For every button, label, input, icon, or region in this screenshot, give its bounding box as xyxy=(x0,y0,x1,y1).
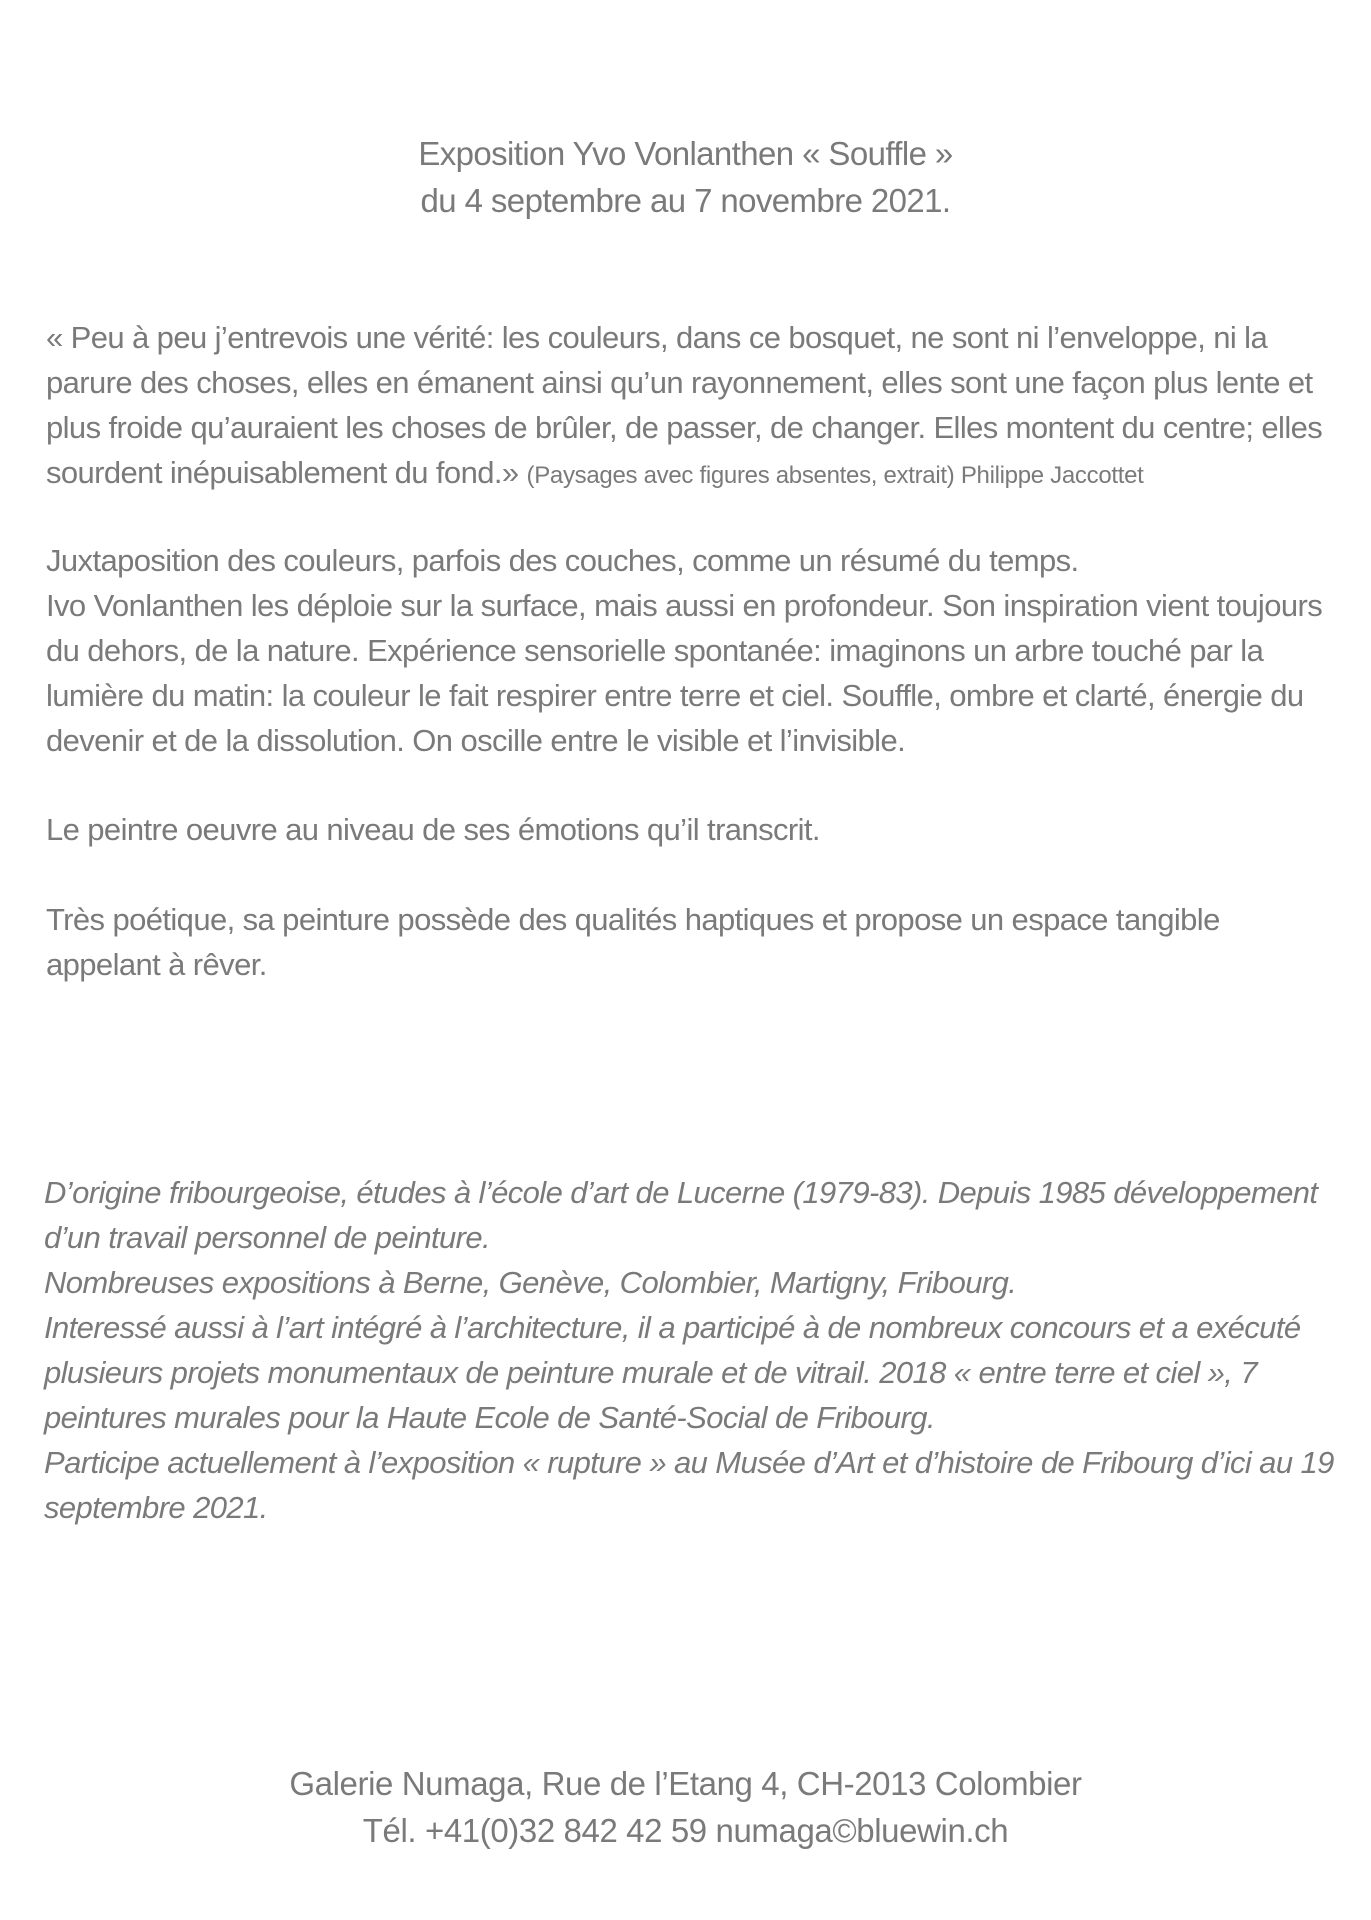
bio-current: Participe actuellement à l’exposition « rupture » au Musée d’Art et d’histoire de Fribourg d’ici au 19 septembre 2021. xyxy=(44,1445,1334,1525)
poetic-paragraph xyxy=(46,897,1336,987)
artist-biography xyxy=(44,1170,1344,1530)
emotions-text: Le peintre oeuvre au niveau de ses émotions qu’il transcrit. xyxy=(46,812,820,847)
gallery-address: Galerie Numaga, Rue de l’Etang 4, CH-2013 Colombier xyxy=(289,1765,1082,1802)
exhibition-header xyxy=(0,130,1371,224)
quote-source: (Paysages avec figures absentes, extrait) Philippe Jaccottet xyxy=(526,462,1144,489)
exhibition-dates: du 4 septembre au 7 novembre 2021. xyxy=(420,182,951,219)
bio-origin: D’origine fribourgeoise, études à l’école d’art de Lucerne (1979-83). Depuis 1985 développement d’un travail personnel de peinture. xyxy=(44,1175,1318,1255)
bio-exhibitions: Nombreuses expositions à Berne, Genève, Colombier, Martigny, Fribourg. xyxy=(44,1265,1017,1300)
quote-text: « Peu à peu j’entrevois une vérité: les couleurs, dans ce bosquet, ne sont ni l’enveloppe, ni la parure des choses, elles en émanent ainsi qu’un rayonnement, elles sont une façon plus lente et plus froide qu’auraient les choses de brûler, de passer, de changer. Elles montent du centre; elles sourdent inépuisablement du fond.» xyxy=(46,320,1323,490)
emotions-paragraph xyxy=(46,807,1336,852)
poetic-text: Très poétique, sa peinture possède des qualités haptiques et propose un espace tangible appelant à rêver. xyxy=(46,902,1220,982)
jaccottet-quote xyxy=(46,315,1336,498)
description-line-2: Ivo Vonlanthen les déploie sur la surface, mais aussi en profondeur. Son inspiration vient toujours du dehors, de la nature. Expérience sensorielle spontanée: imaginons un arbre touché par la lumière du matin: la couleur le fait respirer entre terre et ciel. Souffle, ombre et clarté, énergie du devenir et de la dissolution. On oscille entre le visible et l’invisible. xyxy=(46,588,1323,758)
exhibition-title: Exposition Yvo Vonlanthen « Souffle » xyxy=(418,135,953,172)
description-line-1: Juxtaposition des couleurs, parfois des couches, comme un résumé du temps. xyxy=(46,543,1079,578)
description-paragraph xyxy=(46,538,1336,763)
gallery-contact: Tél. +41(0)32 842 42 59 numaga©bluewin.ch xyxy=(362,1812,1009,1849)
gallery-footer xyxy=(0,1760,1371,1854)
bio-architecture: Interessé aussi à l’art intégré à l’architecture, il a participé à de nombreux concours et a exécuté plusieurs projets monumentaux de peinture murale et de vitrail. 2018 « entre terre et ciel », 7 peintures murales pour la Haute Ecole de Santé-Social de Fribourg. xyxy=(44,1310,1301,1435)
